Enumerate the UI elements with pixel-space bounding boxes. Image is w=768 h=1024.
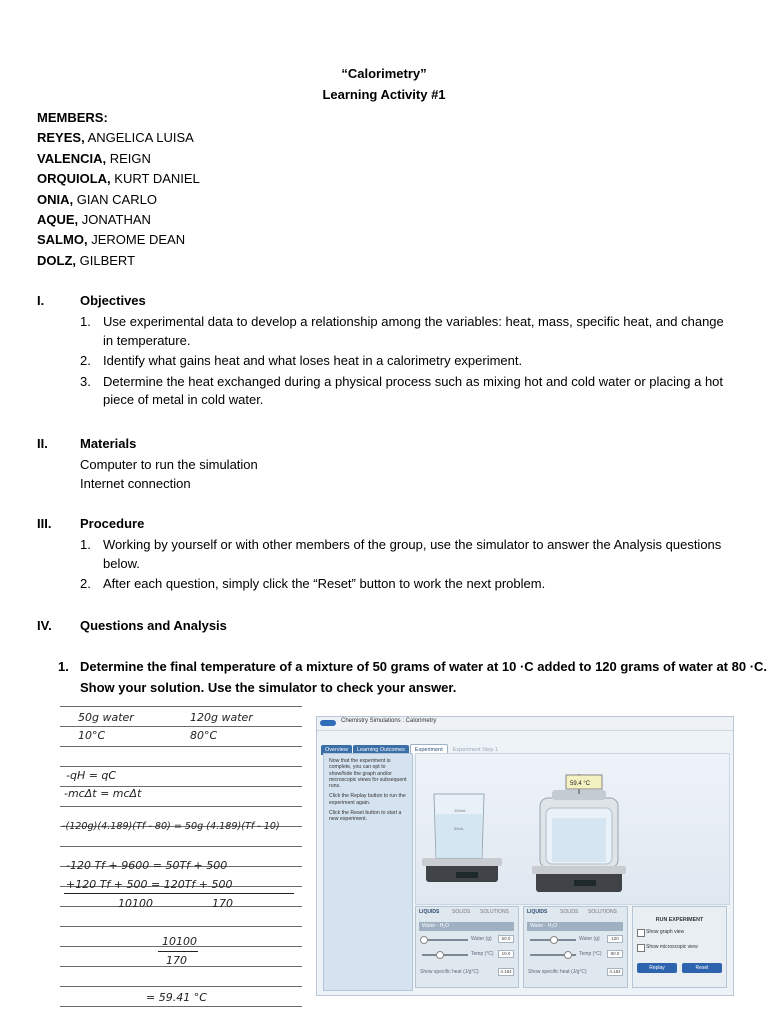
section-heading: Procedure bbox=[80, 516, 145, 531]
app-logo-icon bbox=[320, 720, 336, 726]
member-line bbox=[37, 230, 200, 250]
temp-label: Temp (°C) bbox=[579, 951, 602, 957]
run-experiment-panel bbox=[632, 906, 727, 988]
tab-solutions[interactable]: SOLUTIONS bbox=[480, 909, 509, 915]
handwriting-line: 10100 bbox=[118, 897, 153, 910]
handwriting-line: 120g water bbox=[190, 711, 253, 724]
specific-heat-label[interactable]: Show specific heat (J/g°C) bbox=[420, 969, 479, 975]
member-last-name: REYES, bbox=[37, 130, 85, 146]
member-last-name: ONIA, bbox=[37, 191, 74, 207]
handwriting-line: = 59.41 °C bbox=[146, 991, 207, 1004]
member-last-name: AQUE, bbox=[37, 212, 79, 228]
handwriting-line: 170 bbox=[212, 897, 233, 910]
slider-knob[interactable] bbox=[420, 936, 428, 944]
member-first-name: JONATHAN bbox=[81, 212, 151, 228]
handwriting-line: -qH = qC bbox=[66, 769, 117, 782]
tab-solids[interactable]: SOLIDS bbox=[560, 909, 579, 915]
document-title: “Calorimetry” bbox=[341, 66, 427, 81]
materials-list bbox=[80, 455, 258, 493]
member-line bbox=[37, 128, 200, 148]
members-list bbox=[37, 108, 200, 271]
list-item: 2. After each question, simply click the “Reset” button to work the next problem. bbox=[80, 576, 546, 591]
handwriting-line: 10°C bbox=[78, 729, 106, 742]
member-line bbox=[37, 251, 200, 271]
show-microscopic-checkbox[interactable] bbox=[637, 944, 645, 952]
handwriting-line: 50g water bbox=[78, 711, 134, 724]
specific-heat-value: 4.184 bbox=[607, 968, 623, 976]
handwriting-line: -(120g)(4.189)(Tf - 80) = 50g (4.189)(Tf - 10) bbox=[62, 821, 280, 832]
tab-overview[interactable]: Overview bbox=[321, 745, 352, 755]
member-line bbox=[37, 149, 200, 169]
substance-select[interactable]: Water - H₂O bbox=[419, 922, 514, 931]
mass-label: Water (g) bbox=[471, 936, 492, 942]
show-microscopic-label: Show microscopic view bbox=[646, 944, 698, 950]
member-first-name: GILBERT bbox=[79, 252, 136, 268]
instruction-text: Click the Replay button to run the experiment again. bbox=[329, 793, 406, 806]
list-item: Computer to run the simulation bbox=[80, 457, 258, 472]
member-first-name: ANGELICA LUISA bbox=[87, 130, 194, 146]
handwritten-solution-photo bbox=[60, 703, 302, 1013]
specific-heat-label[interactable]: Show specific heat (J/g°C) bbox=[528, 969, 587, 975]
member-line bbox=[37, 210, 200, 230]
reset-button[interactable]: Reset bbox=[682, 963, 722, 973]
list-item: 1. Working by yourself or with other members of the group, use the simulator to answer the Analysis questions below. bbox=[80, 537, 722, 571]
tab-experiment-step-1: Experiment Step 1 bbox=[452, 747, 498, 753]
temp-slider[interactable] bbox=[422, 954, 468, 956]
handwriting-line: 80°C bbox=[190, 729, 218, 742]
handwriting-line: 170 bbox=[166, 954, 187, 967]
list-item: 2. Identify what gains heat and what loses heat in a calorimetry experiment. bbox=[80, 353, 523, 368]
mass-value[interactable]: 120 bbox=[607, 935, 623, 943]
liquid-panel-right bbox=[523, 906, 628, 988]
section-heading: Questions and Analysis bbox=[80, 618, 227, 633]
question-text: Determine the final temperature of a mixture of 50 grams of water at 10 ·C added to 120 grams of water at 80 ·C. Show your solution. Use the simulator to check your answer. bbox=[80, 659, 768, 695]
member-first-name: KURT DANIEL bbox=[114, 171, 200, 187]
section-number: I. bbox=[37, 293, 45, 308]
specific-heat-value: 4.184 bbox=[498, 968, 514, 976]
objectives-list bbox=[80, 313, 735, 412]
question-1 bbox=[58, 657, 768, 698]
simulator-tabs bbox=[321, 738, 503, 753]
member-last-name: ORQUIOLA, bbox=[37, 171, 111, 187]
handwriting-line: +120 Tf + 500 = 120Tf + 500 bbox=[66, 878, 233, 891]
simulator-title-bar bbox=[317, 717, 733, 731]
beaker-mark: 100mL bbox=[454, 808, 467, 813]
instruction-text: Click the Reset button to start a new experiment. bbox=[329, 810, 402, 823]
member-first-name: REIGN bbox=[109, 150, 151, 166]
simulator-window-title: Chemistry Simulations : Calorimetry bbox=[341, 718, 437, 724]
section-number: II. bbox=[37, 436, 48, 451]
slider-knob[interactable] bbox=[436, 951, 444, 959]
tab-learning-outcomes[interactable]: Learning Outcomes bbox=[353, 745, 409, 755]
member-first-name: JEROME DEAN bbox=[91, 232, 186, 248]
section-number: IV. bbox=[37, 618, 52, 633]
member-last-name: SALMO, bbox=[37, 232, 88, 248]
mass-value[interactable]: 50.0 bbox=[498, 935, 514, 943]
calorimetry-simulator-screenshot bbox=[316, 716, 734, 996]
section-heading: Objectives bbox=[80, 293, 146, 308]
section-number: III. bbox=[37, 516, 52, 531]
section-heading: Materials bbox=[80, 436, 137, 451]
document-subtitle: Learning Activity #1 bbox=[322, 87, 446, 102]
show-graph-label: Show graph view bbox=[646, 929, 685, 935]
tab-liquids[interactable]: LIQUIDS bbox=[419, 909, 440, 915]
temperature-readout: 59.4 °C bbox=[570, 781, 591, 787]
slider-knob[interactable] bbox=[564, 951, 572, 959]
member-line bbox=[37, 190, 200, 210]
handwriting-line: -mcΔt = mcΔt bbox=[64, 787, 142, 800]
procedure-list bbox=[80, 536, 735, 596]
instructions-panel bbox=[323, 753, 413, 991]
tab-experiment[interactable]: Experiment bbox=[410, 744, 448, 755]
show-graph-checkbox[interactable] bbox=[637, 929, 645, 937]
replay-button[interactable]: Replay bbox=[637, 963, 677, 973]
temp-value[interactable]: 10.0 bbox=[498, 950, 514, 958]
list-item: 3. Determine the heat exchanged during a physical process such as mixing hot and cold water or placing a hot piece of metal in cold water. bbox=[80, 373, 724, 407]
member-last-name: VALENCIA, bbox=[37, 150, 107, 166]
mass-label: Water (g) bbox=[579, 936, 600, 942]
member-first-name: GIAN CARLO bbox=[76, 191, 157, 207]
lab-equipment-illustration bbox=[416, 754, 729, 904]
tab-liquids[interactable]: LIQUIDS bbox=[527, 909, 548, 915]
member-last-name: DOLZ, bbox=[37, 252, 76, 268]
tab-solids[interactable]: SOLIDS bbox=[452, 909, 471, 915]
question-number: 1. bbox=[58, 659, 69, 674]
member-line bbox=[37, 169, 200, 189]
instruction-text: Now that the experiment is complete, you can opt to show/hide the graph and/or microscopic views for subsequent runs. bbox=[329, 758, 407, 790]
substance-select[interactable]: Water - H₂O bbox=[527, 922, 623, 931]
list-item: Internet connection bbox=[80, 476, 191, 491]
handwriting-line: -120 Tf + 9600 = 50Tf + 500 bbox=[66, 859, 228, 872]
experiment-stage bbox=[415, 753, 730, 905]
beaker-mark: 50mL bbox=[454, 826, 465, 831]
members-heading: MEMBERS: bbox=[37, 110, 108, 125]
slider-knob[interactable] bbox=[550, 936, 558, 944]
tab-solutions[interactable]: SOLUTIONS bbox=[588, 909, 617, 915]
temp-label: Temp (°C) bbox=[471, 951, 494, 957]
run-experiment-title: RUN EXPERIMENT bbox=[655, 917, 704, 923]
temp-value[interactable]: 80.0 bbox=[607, 950, 623, 958]
mass-slider[interactable] bbox=[422, 939, 468, 941]
handwriting-line: 10100 bbox=[162, 935, 197, 948]
liquid-panel-left bbox=[415, 906, 519, 988]
list-item: 1. Use experimental data to develop a relationship among the variables: heat, mass, specific heat, and change in temperature. bbox=[80, 314, 724, 348]
